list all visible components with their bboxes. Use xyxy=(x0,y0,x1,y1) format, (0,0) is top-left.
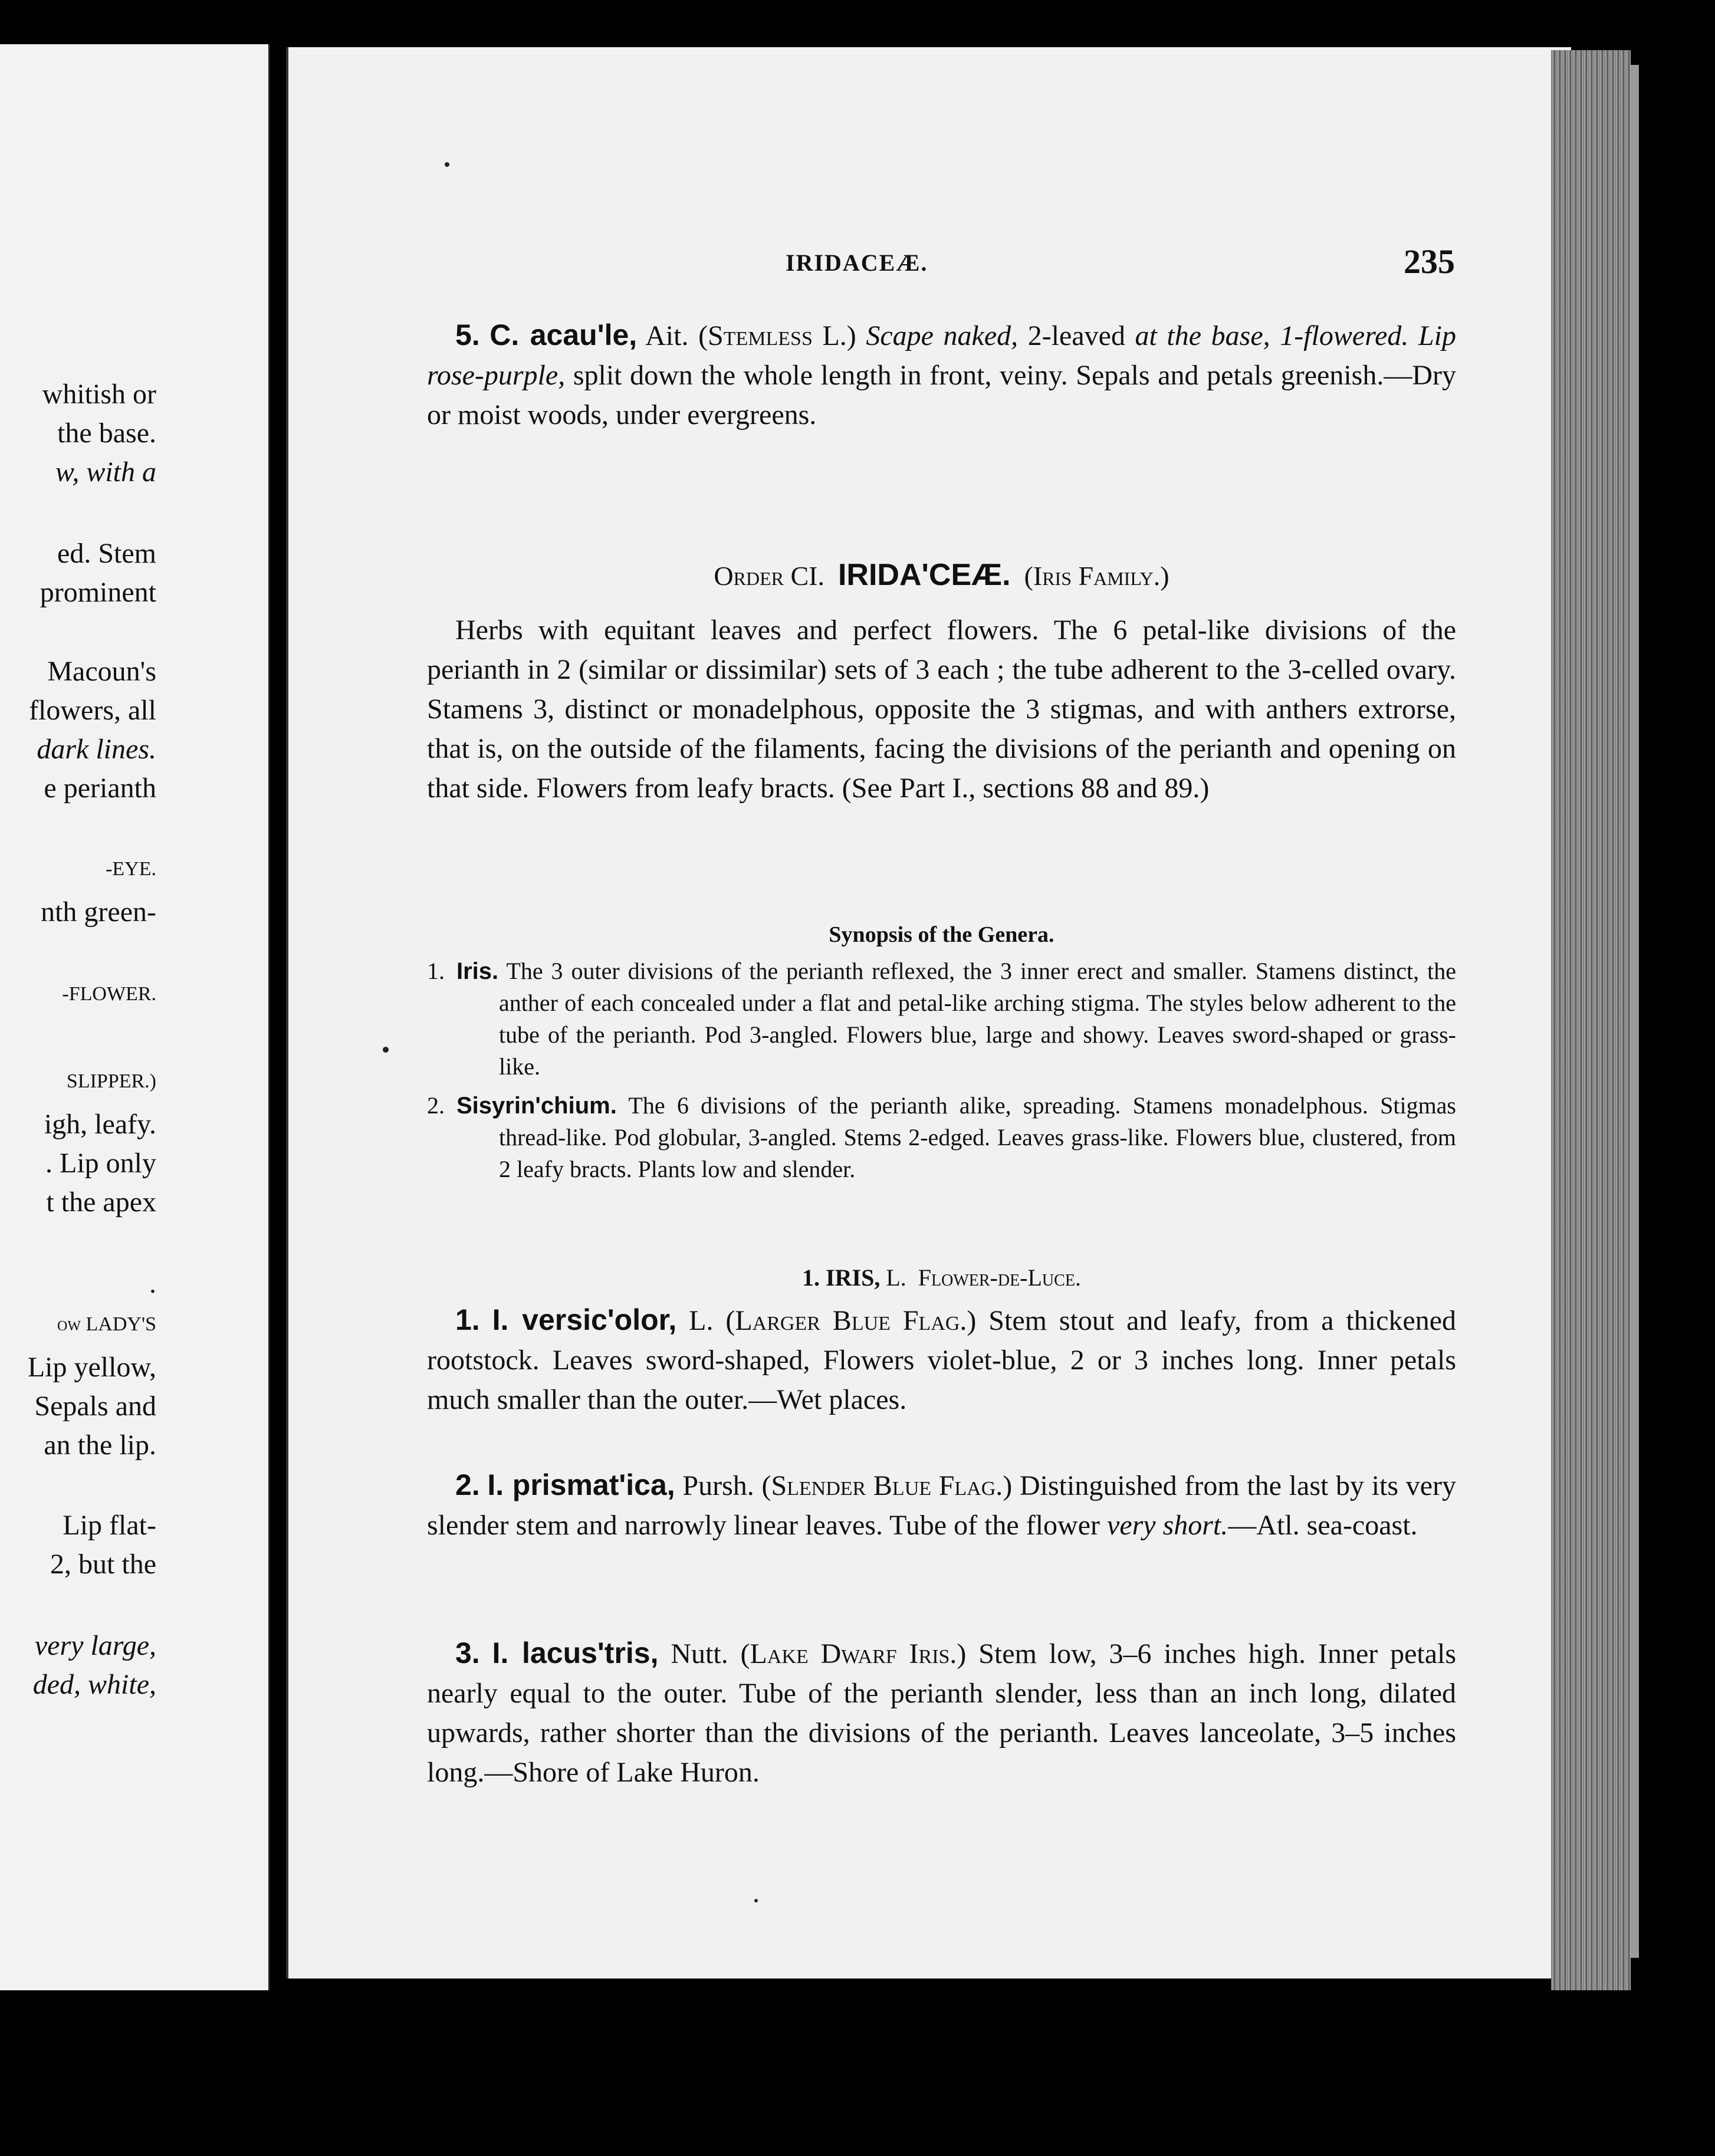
synopsis-item xyxy=(427,1090,1456,1185)
left-text-line: whitish or xyxy=(42,379,156,410)
genus-author: L. xyxy=(886,1264,906,1291)
synopsis-text: The 3 outer divisions of the perianth reflexed, the 3 inner erect and smaller. Stamens distinct, the anther of each concealed under a flat and petal-like arching stigma. The styles below adherent to the tube of the perianth. Pod 3-angled. Flowers blue, large and showy. Leaves sword-shaped or grass-like. xyxy=(499,958,1456,1080)
order-label: Order CI. xyxy=(714,561,824,591)
description-italic: Lip rose-purple, xyxy=(427,320,1456,391)
left-text-line: the base. xyxy=(57,418,156,449)
species-name: I. lacus'tris, xyxy=(492,1636,659,1669)
genus-common-name: Flower-de-Luce. xyxy=(918,1264,1081,1291)
description-text: split down the whole length in front, veiny. Sepals and petals greenish.—Dry or moist woods, under evergreens. xyxy=(427,360,1457,430)
description-italic: Scape naked, xyxy=(866,320,1019,351)
species-number: 3. xyxy=(455,1636,480,1669)
common-name: (Lake Dwarf Iris.) xyxy=(740,1638,967,1669)
cover-edge xyxy=(1631,65,1639,1958)
synopsis-genus: Sisyrin'chium. xyxy=(456,1093,617,1119)
left-text-line: very large, xyxy=(34,1630,156,1661)
left-text-line: -EYE. xyxy=(106,858,156,880)
left-text-line: Sepals and xyxy=(34,1391,156,1422)
left-text-line: -FLOWER. xyxy=(62,983,156,1005)
left-text-line: prominent xyxy=(40,577,156,608)
common-name: (Stemless L.) xyxy=(698,320,856,351)
entry-number: 5. xyxy=(455,318,480,351)
species-entry-c-acaule xyxy=(427,315,1456,435)
left-text-line: t the apex xyxy=(46,1187,156,1218)
synopsis-number: 1. xyxy=(427,958,445,984)
synopsis-list xyxy=(427,955,1456,1185)
species-entry xyxy=(427,1465,1456,1545)
species-description-italic: very short. xyxy=(1107,1510,1228,1541)
description-italic: at the base, 1-flowered. xyxy=(1135,320,1409,351)
left-text-line: flowers, all xyxy=(29,695,156,726)
family-name: IRIDA'CEÆ. xyxy=(837,558,1011,592)
species-author: Nutt. xyxy=(671,1638,728,1669)
synopsis-number: 2. xyxy=(427,1092,445,1119)
synopsis-text: The 6 divisions of the perianth alike, spreading. Stamens monadelphous. Stigmas thread-like. Pod globular, 3-angled. Stems 2-edged. Leaves grass-like. Flowers blue, clustered, from 2 leafy bracts. Plants low and slender. xyxy=(499,1092,1457,1182)
common-name: (Larger Blue Flag.) xyxy=(725,1305,977,1336)
left-text-line: nth green- xyxy=(41,896,156,928)
page-stack-edge xyxy=(1551,50,1631,1990)
species-author: Ait. xyxy=(645,320,689,351)
left-text-line: igh, leafy. xyxy=(44,1109,156,1140)
left-text-line: w, with a xyxy=(55,456,156,488)
species-number: 1. xyxy=(455,1303,480,1336)
synopsis-item xyxy=(427,955,1456,1083)
left-text-line: . xyxy=(149,1268,156,1299)
genus-number: 1. xyxy=(802,1264,820,1291)
page-number: 235 xyxy=(1404,242,1455,281)
family-description-text: Herbs with equitant leaves and perfect flowers. The 6 petal-like divisions of the perianth in 2 (similar or dissimilar) sets of 3 each ; the tube adherent to the 3-celled ovary. Stamens 3, distinct or monadelphous, opposite the 3 stigmas, and with anthers extrorse, that is, on the outside of the filaments, facing the divisions of the perianth and opening on that side. Flowers from leafy bracts. (See Part I., sections 88 and 89.) xyxy=(427,614,1456,804)
genus-name: IRIS, xyxy=(826,1264,881,1291)
description-text: 2-leaved xyxy=(1027,320,1125,351)
left-text-line: ed. Stem xyxy=(57,538,156,569)
left-text-line: dark lines. xyxy=(37,734,156,765)
family-common-name: (Iris Family.) xyxy=(1024,561,1169,591)
book-page xyxy=(286,47,1571,1978)
family-description xyxy=(427,610,1456,808)
left-text-line: an the lip. xyxy=(44,1429,156,1461)
species-entry xyxy=(427,1634,1456,1792)
species-entry xyxy=(427,1300,1456,1419)
species-number: 2. xyxy=(455,1468,480,1501)
species-name: I. prismat'ica, xyxy=(487,1468,675,1501)
left-text-line: 2, but the xyxy=(50,1549,156,1580)
speck xyxy=(754,1899,758,1902)
left-text-line: SLIPPER.) xyxy=(66,1070,156,1092)
previous-page-fragment xyxy=(0,44,270,1990)
running-title: IRIDACEÆ. xyxy=(786,249,928,276)
left-text-line: Lip yellow, xyxy=(27,1352,156,1383)
running-head xyxy=(427,242,1456,283)
synopsis-genus: Iris. xyxy=(456,958,499,984)
left-text-line: Macoun's xyxy=(47,656,156,687)
species-author: L. xyxy=(689,1305,714,1336)
left-text-line: ded, white, xyxy=(32,1669,156,1700)
species-description: Distinguished from the last by its very slender stem and narrowly linear leaves. Tube of the flower xyxy=(427,1470,1457,1541)
left-text-line: Lip flat- xyxy=(63,1510,156,1541)
species-name: I. versic'olor, xyxy=(492,1303,677,1336)
species-description: Stem low, 3–6 inches high. Inner petals nearly equal to the outer. Tube of the perianth slender, less than an inch long, dilated upwards, rather shorter than the divisions of the perianth. Leaves lanceolate, 3–5 inches long.—Shore of Lake Huron. xyxy=(427,1638,1457,1788)
left-text-line: e perianth xyxy=(44,773,156,804)
synopsis-heading xyxy=(427,920,1456,949)
common-name: (Slender Blue Flag.) xyxy=(761,1470,1013,1501)
speck xyxy=(445,162,449,167)
species-description: Stem stout and leafy, from a thickened rootstock. Leaves sword-shaped, Flowers violet-blue, 2 or 3 inches long. Inner petals much smaller than the outer.—Wet places. xyxy=(427,1305,1457,1415)
speck xyxy=(383,1047,389,1053)
synopsis-title: Synopsis of the Genera. xyxy=(829,922,1054,947)
left-text-line: ow LADY'S xyxy=(57,1313,156,1335)
species-habitat: —Atl. sea-coast. xyxy=(1228,1510,1418,1541)
species-author: Pursh. xyxy=(682,1470,754,1501)
order-heading xyxy=(427,554,1456,597)
genus-heading xyxy=(427,1262,1456,1294)
left-text-line: . Lip only xyxy=(45,1148,156,1179)
species-name: C. acau'le, xyxy=(489,318,638,351)
